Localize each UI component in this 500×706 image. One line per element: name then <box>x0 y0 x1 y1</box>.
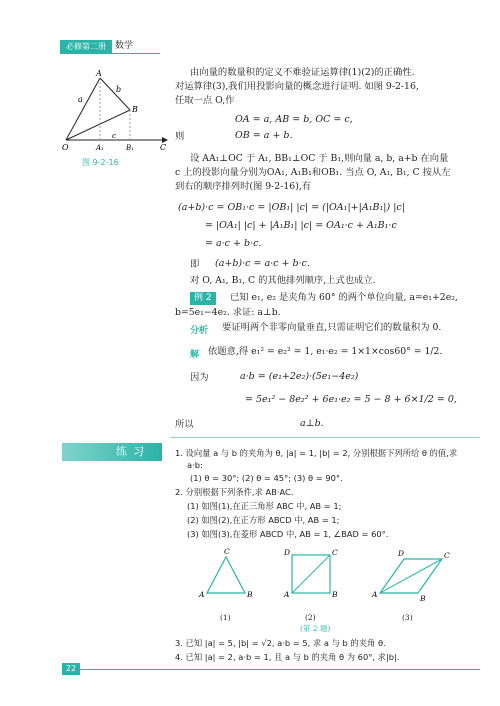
fig-label-C: C <box>160 143 167 152</box>
body-line-2: 对运算律(3),我们用投影向量的概念进行证明. 如图 9-2-16, <box>175 81 419 92</box>
vector-b <box>100 78 130 110</box>
exercise-item-1: 1. 设向量 a 与 b 的夹角为 θ, |a| = 1, |b| = 2, 分别根据下列所给 θ 的值,求 <box>175 448 458 458</box>
fig-label-B: B <box>132 105 138 114</box>
rhombus-diagonal <box>380 559 442 593</box>
analysis-label: 分析 <box>190 326 209 336</box>
fig-caption-3: (3) <box>402 613 413 622</box>
figure-rhombus <box>370 545 460 610</box>
figure-9-2-16 <box>62 70 172 160</box>
sq-label-D: D <box>284 548 291 557</box>
fig-label-A: A <box>96 70 102 78</box>
square-diagonal <box>292 555 330 593</box>
fig-caption-2: (2) <box>305 613 316 622</box>
tri-label-A: A <box>199 590 205 599</box>
exercise-top-rule <box>170 437 480 438</box>
conclusion-prefix: 即 <box>190 259 200 270</box>
solution-label: 解 <box>190 350 200 360</box>
fig-label-O: O <box>62 143 69 152</box>
other-order-note: 对 O, A₁, B₁, C 的其他排列顺序,上式也成立. <box>190 275 376 286</box>
triangle-abc <box>207 557 245 593</box>
then-label: 则 <box>175 131 185 142</box>
exercise-item-3: 3. 已知 |a| = 5, |b| = √2, a·b = 5, 求 a 与 b 的夹角 θ. <box>175 638 386 648</box>
example-line-1: 已知 e₁, e₂ 是夹角为 60° 的两个单位向量, a=e₁+2e₂, <box>230 292 458 303</box>
rh-label-A: A <box>372 590 378 599</box>
tri-label-B: B <box>247 590 253 599</box>
figure-triangle <box>195 545 265 610</box>
conclusion-formula: (a+b)·c = a·c + b·c. <box>215 258 310 269</box>
fig-label-A1: A₁ <box>96 144 104 152</box>
exercise-tag: 练习 <box>62 443 162 461</box>
figure-caption: 图 9-2-16 <box>82 158 119 167</box>
so-label: 所以 <box>175 419 194 430</box>
so-formula: a⊥b. <box>300 418 324 429</box>
exercise-item-1-cont: a·b: <box>187 460 203 470</box>
calc-formula: = 5e₁² − 8e₂² + 6e₁·e₂ = 5 − 8 + 6×1/2 = 0, <box>245 394 457 405</box>
formula-vectors: OA = a, AB = b, OC = c, <box>235 114 353 125</box>
proof-line-1: (a+b)·c = OB₁·c = |OB₁| |c| = (|OA₁|+|A₁B₁|) |c| <box>178 202 405 213</box>
rh-label-C: C <box>444 551 450 560</box>
body-line-1: 由向量的数量积的定义不难验证运算律(1)(2)的正确性. <box>190 67 415 78</box>
page-number: 22 <box>62 663 80 675</box>
proof-line-3: = a·c + b·c. <box>205 238 262 249</box>
sq-label-C: C <box>332 548 338 557</box>
fig-label-b: b <box>116 85 122 94</box>
solution-text: 依题意,得 e₁² = e₂² = 1, e₁·e₂ = 1×1×cos60° = 1/2. <box>208 346 443 357</box>
fig-label-a: a <box>78 95 83 104</box>
vector-a <box>66 78 100 140</box>
because-label: 因为 <box>190 372 209 383</box>
body-line-3: 任取一点 O,作 <box>175 95 235 106</box>
sq-label-B: B <box>332 590 338 599</box>
exercise-item-2-1: (1) 如图(1),在正三角形 ABC 中, AB = 1; <box>187 501 342 511</box>
header-divider <box>60 53 160 54</box>
exercise-item-1-options: (1) θ = 30°; (2) θ = 45°; (3) θ = 90°. <box>190 473 343 483</box>
rh-label-D: D <box>398 549 405 558</box>
example-tag: 例 2 <box>190 292 216 305</box>
proof-line-2: = |OA₁| |c| + |A₁B₁| |c| = OA₁·c + A₁B₁·c <box>205 220 397 231</box>
tri-label-C: C <box>224 547 230 556</box>
body-line-4: 设 AA₁⊥OC 于 A₁, BB₁⊥OC 于 B₁,则向量 a, b, a+b 在向量 <box>190 153 449 164</box>
analysis-text: 要证明两个非零向量垂直,只需证明它们的数量积为 0. <box>222 322 442 333</box>
exercise-item-4: 4. 已知 |a| = 2, a·b = 1, 且 a 与 b 的夹角 θ 为 60°, 求|b|. <box>175 652 400 662</box>
fig-group-caption: (第 2 题) <box>300 624 331 633</box>
vector-a-plus-b <box>66 110 130 140</box>
fig-caption-1: (1) <box>220 613 231 622</box>
book-tag: 必修第二册 <box>60 40 112 53</box>
fig-label-B1: B₁ <box>126 144 134 152</box>
example-line-2: b=5e₁−4e₂. 求证: a⊥b. <box>175 307 281 318</box>
subject-label: 数学 <box>115 41 134 51</box>
formula-sum: OB = a + b. <box>235 130 293 141</box>
exercise-item-2: 2. 分别根据下列条件,求 AB·AC. <box>175 487 294 497</box>
figure-square <box>280 545 350 610</box>
rh-label-B: B <box>420 594 426 603</box>
exercise-item-2-3: (3) 如图(3),在菱形 ABCD 中, AB = 1, ∠BAD = 60°. <box>187 529 389 539</box>
body-line-6: 到右的顺序排列时(图 9-2-16),有 <box>175 181 312 192</box>
because-formula: a·b = (e₁+2e₂)·(5e₁−4e₂) <box>240 371 359 382</box>
body-line-5: c 上的投影向量分别为OA₁, A₁B₁和OB₁. 当点 O, A₁, B₁, C 按从左 <box>175 167 451 178</box>
footer-divider <box>80 669 480 670</box>
exercise-item-2-2: (2) 如图(2),在正方形 ABCD 中, AB = 1; <box>187 515 340 525</box>
fig-label-c: c <box>112 132 116 140</box>
sq-label-A: A <box>284 590 290 599</box>
